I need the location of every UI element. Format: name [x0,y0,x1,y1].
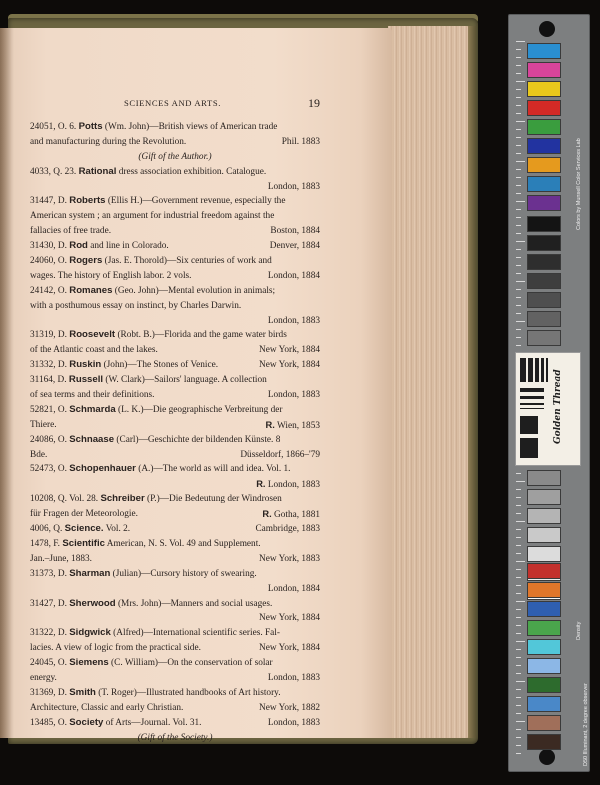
ruler-tick [516,681,525,682]
ruler-tick [516,609,521,610]
entry-text: Architecture, Classic and early Christian. [30,702,184,713]
entry-line [30,433,320,448]
resolution-target-bar [520,416,538,434]
entry-line [30,656,320,671]
entry-line [30,403,320,418]
entry-line [30,209,320,224]
ruler-tick [516,241,525,242]
entry-text: 31319, D. Roosevelt (Robt. B.)—Florida and the game water birds [30,329,287,341]
entry-line [30,254,320,269]
entry-text: of sea terms and their definitions. [30,390,155,401]
entry-text: 31369, D. Smith (T. Roger)—Illustrated handbooks of Art history. [30,686,281,698]
grey-swatch [527,216,561,232]
entry-line [30,373,320,388]
ruler-tick [516,49,521,50]
ruler-tick [516,721,525,722]
entry-imprint: New York, 1884 [259,643,320,654]
ruler-tick [516,225,521,226]
resolution-target-bar [528,358,533,382]
entry-text: 24142, O. Romanes (Geo. John)—Mental evolution in animals; [30,284,276,296]
entry-line [30,567,320,582]
running-title: SCIENCES AND ARTS. [124,98,221,108]
grey-swatch [527,546,561,562]
ruler-tick [516,593,521,594]
entry-keyword: Romanes [69,284,113,296]
entry-text: of the Atlantic coast and the lakes. [30,345,158,356]
gift-note [30,731,320,746]
grey-swatch [527,254,561,270]
ruler-tick [516,569,521,570]
entry-line [30,671,320,686]
ruler-tick [516,713,521,714]
entry-keyword: Siemens [69,657,109,669]
resolution-target-bar [520,408,544,409]
ruler-tick [516,625,521,626]
page-edges [388,26,470,738]
entry-keyword: Roberts [69,195,106,207]
entry-imprint: R. Wien, 1853 [265,419,320,431]
card-label-density: Density [576,621,582,640]
entry-text: 24086, O. Schnaase (Carl)—Geschichte der bildenden Künste. 8 [30,433,281,445]
ruler-tick [516,81,525,82]
entry-keyword: Sharman [69,567,111,579]
card-label-illuminant: D50 Illuminant, 2 degree observer [583,683,589,766]
ruler-tick [516,657,521,658]
ruler-tick [516,705,521,706]
card-hole-top [539,21,555,37]
entry-line [30,686,320,701]
entry-text: Thiere. [30,419,57,430]
ruler-tick [516,65,521,66]
color-swatch [527,157,561,173]
entry-line [30,388,320,403]
entry-keyword: Rational [78,165,117,177]
grey-swatch [527,235,561,251]
ruler-tick [516,281,525,282]
entry-imprint: R. London, 1883 [256,479,320,491]
color-swatch [527,620,561,636]
entry-text: lacies. A view of logic from the practical side. [30,643,201,654]
entry-imprint: New York, 1884 [259,360,320,371]
entry-text: and manufacturing during the Revolution. [30,136,187,147]
entry-text: Jan.–June, 1883. [30,553,92,564]
entry-text: 4033, Q. 23. Rational dress association exhibition. Catalogue. [30,165,267,177]
ruler-tick [516,201,525,202]
ruler-tick [516,193,521,194]
gift-note-text: (Gift of the Author.) [138,151,212,162]
gift-note-text: (Gift of the Society.) [137,732,213,743]
entry-keyword: Ruskin [69,359,102,371]
entry-line [30,716,320,731]
ruler-tick [516,185,521,186]
entry-imprint: Denver, 1884 [269,241,320,252]
ruler-tick [516,305,521,306]
entry-text: 31447, D. Roberts (Ellis H.)—Government revenue, especially the [30,195,286,207]
color-swatch [527,176,561,192]
entry-text: 31332, D. Ruskin (John)—The Stones of Venice. [30,359,219,371]
ruler-tick [516,689,521,690]
ruler-tick [516,161,525,162]
ruler-tick [516,497,521,498]
ruler-tick [516,265,521,266]
entry-imprint: R. Gotha, 1881 [262,509,320,521]
entry-line [30,224,320,239]
ruler-tick [516,521,525,522]
entry-line [30,165,320,180]
color-swatch [527,677,561,693]
ruler-tick [516,337,521,338]
ruler-tick [516,513,521,514]
entry-text: 31164, D. Russell (W. Clark)—Sailors' language. A collection [30,374,267,386]
entry-line [30,597,320,612]
entry-imprint: London, 1884 [267,270,320,281]
golden-thread-label: Golden Thread [553,369,563,444]
ruler-tick [516,529,521,530]
ruler-tick [516,217,521,218]
ruler-tick [516,153,521,154]
resolution-target-bar [520,403,544,405]
ruler-tick [516,473,521,474]
entry-line [30,239,320,254]
color-swatch [527,81,561,97]
entry-line [30,537,320,552]
entry-line [30,552,320,567]
entry-imprint: London, 1883 [267,672,320,683]
entry-line [30,314,320,329]
ruler-tick [516,57,521,58]
entry-keyword: Scientific [62,537,105,549]
grey-swatch [527,330,561,346]
grey-swatch [527,311,561,327]
entry-text: 24060, O. Rogers (Jas. E. Thorold)—Six centuries of work and [30,255,272,267]
entry-line [30,269,320,284]
color-swatch [527,119,561,135]
entry-text: für Fragen der Meteorologie. [30,509,138,520]
resolution-target-bar [541,358,544,382]
ruler-tick [516,121,525,122]
ruler-tick [516,753,521,754]
ruler-tick [516,73,521,74]
ruler-tick [516,617,521,618]
ruler-tick [516,313,521,314]
grey-swatch [527,527,561,543]
entry-line [30,120,320,135]
ruler-tick [516,489,521,490]
entry-line [30,284,320,299]
ruler-tick [516,633,521,634]
ruler-tick [516,289,521,290]
entry-keyword: Russell [68,374,104,386]
ruler-tick [516,169,521,170]
color-swatch [527,138,561,154]
entry-line [30,418,320,433]
ruler-tick [516,745,521,746]
ruler-tick [516,697,521,698]
entry-text: 4006, Q. Science. Vol. 2. [30,523,131,535]
resolution-target-bar [520,358,526,382]
resolution-target-bar [520,396,544,399]
entry-text: energy. [30,672,57,683]
entry-text: 24045, O. Siemens (C. William)—On the conservation of solar [30,657,273,669]
ruler-tick [516,145,521,146]
entry-text: 24051, O. 6. Potts (Wm. John)—British views of American trade [30,121,278,132]
grey-swatch [527,508,561,524]
entry-line [30,194,320,209]
color-swatch [527,62,561,78]
ruler-tick [516,329,521,330]
page-gutter-shadow [0,28,14,738]
ruler-tick [516,737,521,738]
grey-swatch [527,489,561,505]
ruler-tick [516,105,521,106]
entry-line [30,328,320,343]
card-hole-bottom [539,749,555,765]
entry-line [30,611,320,626]
entry-imprint: New York, 1882 [259,702,320,713]
entry-line [30,522,320,537]
entry-text: American system ; an argument for industrial freedom against the [30,211,275,222]
ruler-tick [516,345,521,346]
entry-line [30,180,320,195]
ruler-tick [516,505,521,506]
entry-keyword: Smith [69,686,96,698]
entry-imprint: New York, 1884 [259,613,320,624]
entry-imprint: New York, 1883 [259,553,320,564]
entry-text: wages. The history of English labor. 2 vols. [30,270,192,281]
gift-note [30,150,320,165]
card-label-top: Colors by Munsell Color Services Lab [576,138,582,230]
entry-imprint: Phil. 1883 [281,136,320,147]
entry-text: 10208, Q. Vol. 28. Schreiber (P.)—Die Bedeutung der Windrosen [30,493,282,505]
entry-keyword: Science. [64,523,104,535]
entry-line [30,299,320,314]
ruler-tick [516,585,521,586]
ruler-tick [516,97,521,98]
ruler-tick [516,641,525,642]
ruler-tick [516,177,521,178]
color-swatch [527,563,561,579]
entry-keyword: Schnaase [69,433,115,445]
entry-imprint: Boston, 1884 [270,226,320,237]
ruler-tick [516,577,521,578]
entry-line [30,462,320,477]
entry-imprint: Düsseldorf, 1866–'79 [240,449,320,460]
ruler-tick [516,553,521,554]
color-swatch [527,639,561,655]
color-swatch [527,601,561,617]
entry-text: 13485, O. Society of Arts—Journal. Vol. 31. [30,716,202,728]
entry-line [30,358,320,373]
entry-text: 31322, D. Sidgwick (Alfred)—International scientific series. Fal- [30,627,280,639]
entry-imprint: London, 1883 [267,315,320,326]
color-swatch [527,734,561,750]
entry-line [30,701,320,716]
entry-line [30,507,320,522]
entry-keyword: Sidgwick [69,627,111,639]
entry-text: 31427, D. Sherwood (Mrs. John)—Manners and social usages. [30,597,273,609]
entry-text: 1478, F. Scientific American, N. S. Vol. 49 and Supplement. [30,537,261,549]
entry-imprint: London, 1884 [267,583,320,594]
ruler-tick [516,273,521,274]
entry-line [30,492,320,507]
ruler-tick [516,561,525,562]
color-swatch [527,100,561,116]
ruler-tick [516,297,521,298]
ruler-tick [516,545,521,546]
entry-keyword: Rogers [69,255,103,267]
color-swatch [527,696,561,712]
ruler-tick [516,113,521,114]
grey-swatch [527,273,561,289]
ruler-tick [516,601,525,602]
entry-line [30,343,320,358]
entry-keyword: Roosevelt [69,329,116,341]
entry-keyword: Society [69,716,104,728]
ruler-tick [516,257,521,258]
catalogue-entries [30,120,320,745]
entry-line [30,582,320,597]
ruler-tick [516,89,521,90]
resolution-target-bar [520,438,538,458]
entry-imprint: London, 1883 [267,390,320,401]
grey-swatch [527,470,561,486]
entry-imprint: London, 1883 [267,717,320,728]
resolution-target-bar [546,358,548,382]
entry-imprint: Cambridge, 1883 [255,524,320,535]
entry-line [30,448,320,463]
ruler-tick [516,729,521,730]
entry-text: 31430, D. Rod and line in Colorado. [30,240,169,252]
resolution-target-bar [535,358,539,382]
entry-keyword: Schopenhauer [69,463,136,475]
resolution-target-bar [520,388,544,392]
entry-keyword: Schmarda [69,403,116,415]
ruler-tick [516,537,521,538]
entry-line [30,477,320,492]
ruler-tick [516,41,525,42]
ruler-tick [516,649,521,650]
color-swatch [527,582,561,598]
entry-text: Bde. [30,449,48,460]
entry-imprint: New York, 1884 [259,345,320,356]
ruler-tick [516,249,521,250]
ruler-tick [516,665,521,666]
entry-text: fallacies of free trade. [30,226,112,237]
entry-text: with a posthumous essay on instinct, by Charles Darwin. [30,300,242,311]
ruler-tick [516,129,521,130]
entry-line [30,626,320,641]
entry-keyword: Sherwood [69,597,116,609]
grey-swatch [527,292,561,308]
ruler-tick [516,209,521,210]
color-swatch [527,195,561,211]
entry-text: 52473, O. Schopenhauer (A.)—The world as will and idea. Vol. 1. [30,463,291,475]
color-swatch [527,43,561,59]
ruler-tick [516,673,521,674]
entry-imprint: London, 1883 [267,181,320,192]
entry-line [30,135,320,150]
color-swatch [527,715,561,731]
ruler-tick [516,481,525,482]
ruler-tick [516,321,525,322]
page-number: 19 [308,96,320,110]
color-swatch [527,658,561,674]
entry-keyword: Rod [69,240,88,252]
ruler-tick [516,233,521,234]
page-header [124,96,320,112]
entry-text: 52821, O. Schmarda (L. K.)—Die geographische Verbreitung der [30,403,283,415]
entry-keyword: Potts [78,121,103,132]
entry-keyword: Schreiber [100,493,145,505]
entry-text: 31373, D. Sharman (Julian)—Cursory history of swearing. [30,567,257,579]
ruler-tick [516,137,521,138]
entry-line [30,641,320,656]
